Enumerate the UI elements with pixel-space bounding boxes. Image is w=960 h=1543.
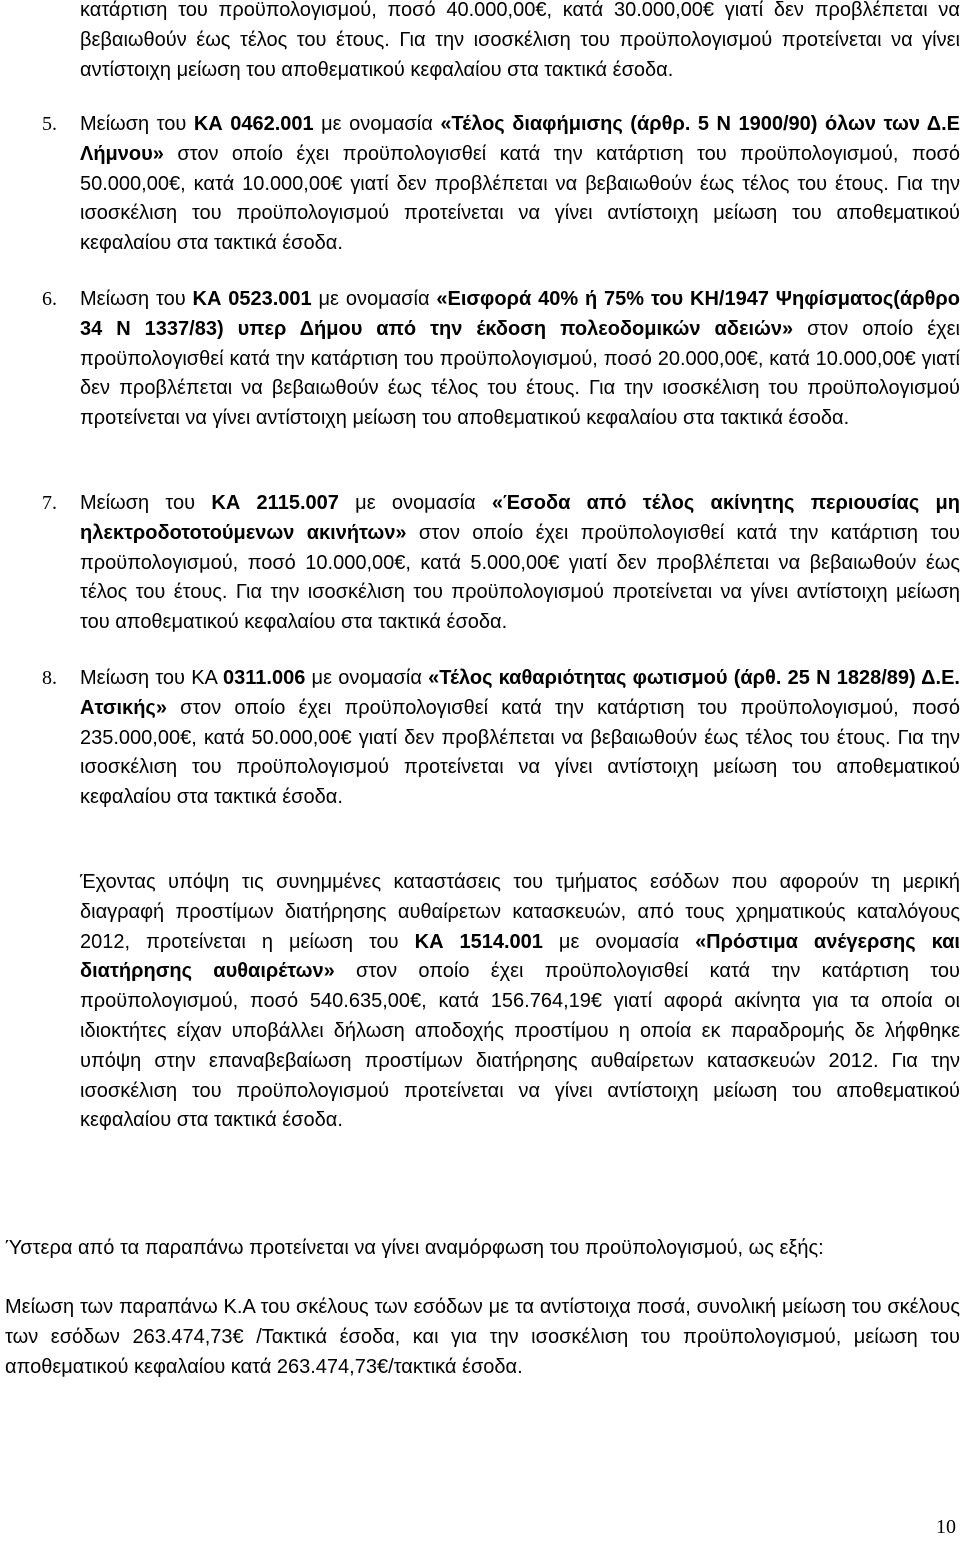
continued-item-text: κατάρτιση του προϋπολογισμού, ποσό 40.000,00€, κατά 30.000,00€ γιατί δεν προβλέπεται να βεβαιωθούν έως τέλος του έτους. Για την ισοσκέλιση του προϋπολογισμού προτείνεται να γίνει αντίστοιχη μείωση του αποθεματικού κεφαλαίου στα τακτικά έσοδα. — [80, 0, 960, 81]
list-item: 8. Μείωση του ΚΑ 0311.006 με ονομασία «Τέλος καθαριότητας φωτισμού (άρθ. 25 Ν 1828/89) Δ.Ε. Ατσικής» στον οποίο έχει προϋπολογισθεί κατά την κατάρτιση του προϋπολογισμού, ποσό 235.000,00€, κατά 50.000,00€ γιατί δεν προβλέπεται να βεβαιωθούν έως τέλος του έτους. Για την ισοσκέλιση του προϋπολογισμού προτείνεται να γίνει αντίστοιχη μείωση του αποθεματικού κεφαλαίου στα τακτικά έσοδα. — [80, 664, 960, 813]
item-title: «Πρόστιμα ανέγερσης και διατήρησης αυθαιρέτων» — [80, 930, 960, 983]
item-title: «Έσοδα από τέλος ακίνητης περιουσίας μη ηλεκτροδοτοτούμενων ακινήτων» — [80, 492, 960, 544]
page-number: 10 — [936, 1516, 956, 1538]
list-item-number: 6. — [42, 288, 57, 310]
item-title: «Εισφορά 40% ή 75% του ΚΗ/1947 Ψηφίσματος(άρθρο 34 Ν 1337/83) υπερ Δήμου από την έκδοση πολεοδομικών αδειών» — [80, 288, 960, 340]
summary-text: Μείωση των παραπάνω Κ.Α του σκέλους των εσόδων με τα αντίστοιχα ποσά, συνολική μείωση του σκέλους των εσόδων 263.474,73€ /Τακτικά έσοδα, και για την ισοσκέλιση του προϋπολογισμού, μείωση του αποθεματικού κεφαλαίου κατά 263.474,73€/τακτικά έσοδα. — [5, 1296, 960, 1378]
item-code: ΚΑ 1514.001 — [414, 930, 543, 953]
item-code: ΚΑ 2115.007 — [211, 492, 339, 514]
list-item-number: 7. — [42, 492, 57, 514]
list-item: 7. Μείωση του ΚΑ 2115.007 με ονομασία «Έσοδα από τέλος ακίνητης περιουσίας μη ηλεκτροδοτοτούμενων ακινήτων» στον οποίο έχει προϋπολογισθεί κατά την κατάρτιση του προϋπολογισμού, ποσό 10.000,00€, κατά 5.000,00€ γιατί δεν προβλέπεται να βεβαιωθούν έως τέλος του έτους. Για την ισοσκέλιση του προϋπολογισμού προτείνεται να γίνει αντίστοιχη μείωση του αποθεματικού κεφαλαίου στα τακτικά έσοδα. — [80, 489, 960, 638]
summary-intro: Ύστερα από τα παραπάνω προτείνεται να γίνει αναμόρφωση του προϋπολογισμού, ως εξής: — [5, 1237, 824, 1259]
list-item: 5. Μείωση του ΚΑ 0462.001 με ονομασία «Τέλος διαφήμισης (άρθρ. 5 Ν 1900/90) όλων των Δ.Ε Λήμνου» στον οποίο έχει προϋπολογισθεί κατά την κατάρτιση του προϋπολογισμού, ποσό 50.000,00€, κατά 10.000,00€ γιατί δεν προβλέπεται να βεβαιωθούν έως τέλος του έτους. Για την ισοσκέλιση του προϋπολογισμού προτείνεται να γίνει αντίστοιχη μείωση του αποθεματικού κεφαλαίου στα τακτικά έσοδα. — [80, 110, 960, 259]
list-item-number: 8. — [42, 667, 57, 689]
fines-paragraph: Έχοντας υπόψη τις συνημμένες καταστάσεις του τμήματος εσόδων που αφορούν τη μερική διαγραφή προστίμων διατήρησης αυθαίρετων κατασκευών, από τους χρηματικούς καταλόγους 2012, προτείνεται η μείωση του ΚΑ 1514.001 με ονομασία «Πρόστιμα ανέγερσης και διατήρησης αυθαιρέτων» στον οποίο έχει προϋπολογισθεί κατά την κατάρτιση του προϋπολογισμού, ποσό 540.635,00€, κατά 156.764,19€ γιατί αφορά ακίνητα για τα οποία οι ιδιοκτήτες είχαν υποβάλλει δήλωση αποδοχής προστίμου η οποία εκ παραδρομής δε λήφθηκε υπόψη στην επαναβεβαίωση προστίμων διατήρησης αυθαίρετων κατασκευών 2012. Για την ισοσκέλιση του προϋπολογισμού προτείνεται να γίνει αντίστοιχη μείωση του αποθεματικού κεφαλαίου στα τακτικά έσοδα. — [80, 871, 960, 1132]
list-item: 6. Μείωση του ΚΑ 0523.001 με ονομασία «Εισφορά 40% ή 75% του ΚΗ/1947 Ψηφίσματος(άρθρο 34 Ν 1337/83) υπερ Δήμου από την έκδοση πολεοδομικών αδειών» στον οποίο έχει προϋπολογισθεί κατά την κατάρτιση του προϋπολογισμού, ποσό 20.000,00€, κατά 10.000,00€ γιατί δεν προβλέπεται να βεβαιωθούν έως τέλος του έτους. Για την ισοσκέλιση του προϋπολογισμού προτείνεται να γίνει αντίστοιχη μείωση του αποθεματικού κεφαλαίου στα τακτικά έσοδα. — [80, 285, 960, 434]
item-title: «Τέλος καθαριότητας φωτισμού (άρθ. 25 Ν 1828/89) Δ.Ε. Ατσικής» — [80, 667, 960, 719]
item-code: 0311.006 — [223, 667, 306, 689]
item-title: «Τέλος διαφήμισης (άρθρ. 5 Ν 1900/90) όλων των Δ.Ε Λήμνου» — [80, 113, 960, 165]
list-item-number: 5. — [42, 113, 57, 135]
item-code: ΚΑ 0523.001 — [192, 288, 312, 310]
item-code: ΚΑ 0462.001 — [193, 113, 314, 135]
